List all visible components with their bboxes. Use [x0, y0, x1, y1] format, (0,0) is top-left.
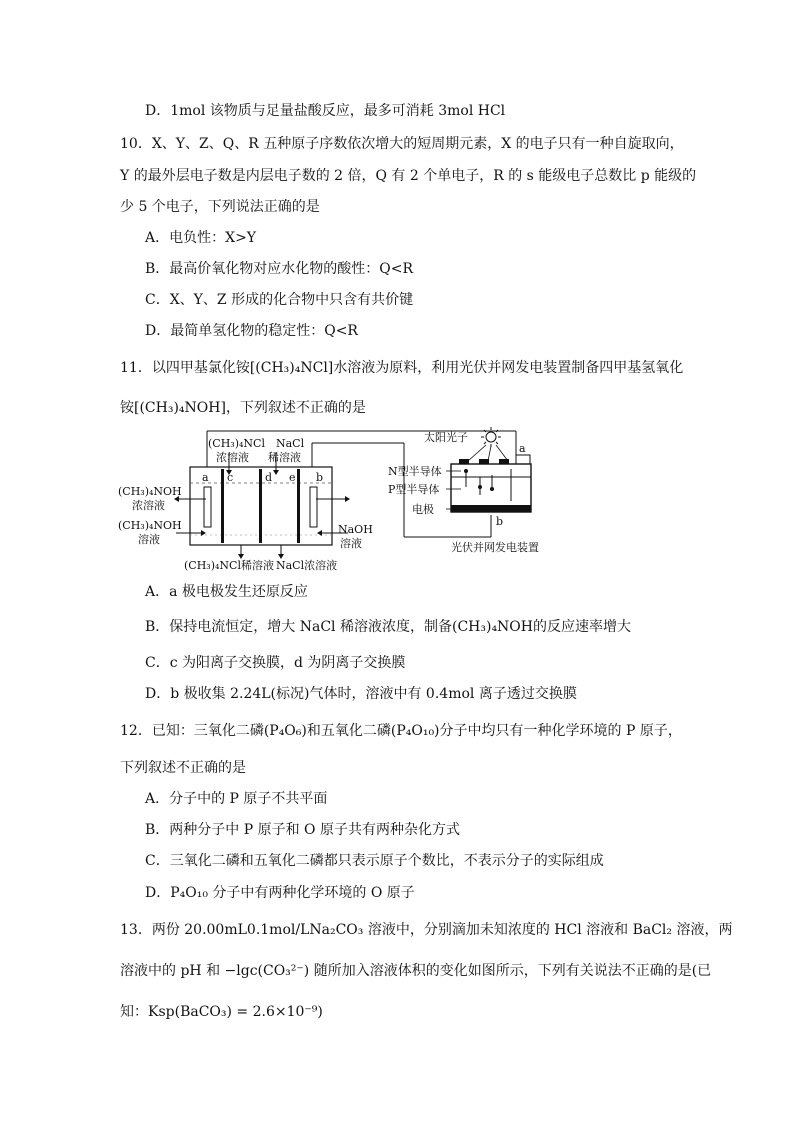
q10-stem-line1: 10．X、Y、Z、Q、R 五种原子序数依次增大的短周期元素，X 的电子只有一种自旋取向， — [120, 136, 684, 152]
sun-icon — [486, 432, 496, 442]
q12-option-b: B．两种分子中 P 原子和 O 原子共有两种杂化方式 — [145, 822, 460, 838]
label-membrane-e: e — [289, 471, 296, 484]
q11-option-b-formula: (CH₃)₄NOH — [451, 619, 533, 635]
label-electrode: 电极 — [412, 503, 434, 516]
q11-formula2: [(CH₃)₄NOH] — [134, 400, 226, 416]
q13-stem-line3: 知：Ksp(BaCO₃) = 2.6×10⁻⁹) — [120, 1004, 323, 1020]
q11-line1-pre: 11．以四甲基氯化铵 — [120, 360, 250, 376]
electrode-a — [204, 487, 211, 527]
label-electrode-b: b — [316, 471, 324, 484]
label-device-caption: 光伏并网发电装置 — [451, 541, 539, 554]
light-ray-3 — [496, 445, 508, 461]
label-left-2a: (CH₃)₄NOH — [118, 519, 182, 532]
membrane-d — [259, 469, 262, 543]
q9-option-d: D．1mol 该物质与足量盐酸反应，最多可消耗 3mol HCl — [145, 103, 506, 119]
light-ray-2 — [488, 446, 491, 461]
electrode-b — [310, 487, 317, 527]
q10-option-a: A．电负性：X>Y — [145, 230, 257, 246]
q11-line2-post: ，下列叙述不正确的是 — [225, 400, 366, 416]
label-bottom-left: (CH₃)₄NCl稀溶液 — [184, 559, 274, 572]
q13-stem-line2: 溶液中的 pH 和 −lgc(CO₃²⁻) 随所加入溶液体积的变化如图所示，下列有关说法不正确的是(已 — [120, 963, 712, 979]
label-membrane-c: c — [227, 471, 234, 484]
q11-formula1: [(CH₃)₄NCl] — [249, 360, 334, 376]
label-left-1b: 浓溶液 — [132, 499, 165, 512]
label-top-right-1: NaCl — [276, 437, 305, 450]
q13-stem-line1: 13．两份 20.00mL0.1mol/LNa₂CO₃ 溶液中，分别滴加未知浓度的 HCl 溶液和 BaCl₂ 溶液，两 — [120, 922, 733, 938]
q11-option-b-pre: B．保持电流恒定，增大 NaCl 稀溶液浓度，制备 — [145, 619, 452, 635]
label-n-type: N型半导体 — [388, 465, 442, 478]
light-ray-1 — [468, 445, 486, 461]
label-electrode-a: a — [202, 471, 209, 484]
label-p-type: P型半导体 — [388, 483, 440, 496]
q10-stem-line2: Y 的最外层电子数是内层电子数的 2 倍，Q 有 2 个单电子，R 的 s 能级电子总数比 p 能级的 — [120, 168, 697, 184]
q12-stem-line1: 12．已知：三氧化二磷(P₄O₆)和五氧化二磷(P₄O₁₀)分子中均只有一种化学环境的 P 原子， — [120, 723, 682, 739]
q12-option-a: A．分子中的 P 原子不共平面 — [145, 791, 328, 807]
label-top-right-2: 稀溶液 — [268, 451, 301, 464]
inlet-arrowhead-right — [273, 470, 279, 475]
q11-stem-line1 — [120, 358, 683, 378]
electrolysis-diagram — [116, 425, 676, 575]
q10-option-d: D．最简单氢化物的稳定性：Q<R — [145, 323, 358, 339]
q12-option-c: C．三氧化二磷和五氧化二磷都只表示原子个数比，不表示分子的实际组成 — [145, 853, 604, 869]
label-pv-a: a — [519, 442, 526, 455]
pv-bottom-electrode — [451, 505, 531, 512]
q11-option-b — [145, 617, 631, 637]
q10-option-b: B．最高价氧化物对应水化物的酸性：Q<R — [145, 261, 414, 277]
membrane-c — [221, 469, 224, 543]
q11-option-a: A．a 极电极发生还原反应 — [145, 584, 308, 600]
q11-option-d: D．b 极收集 2.24L(标况)气体时，溶液中有 0.4mol 离子透过交换膜 — [145, 686, 577, 702]
label-right-2: 溶液 — [340, 537, 362, 550]
label-bottom-right: NaCl浓溶液 — [276, 559, 338, 572]
q10-option-c: C．X、Y、Z 形成的化合物中只含有共价键 — [145, 292, 414, 308]
label-left-1a: (CH₃)₄NOH — [118, 485, 182, 498]
right-inflow-arrowhead — [317, 530, 322, 536]
q11-line1-post: 水溶液为原料，利用光伏并网发电装置制备四甲基氢氧化 — [333, 360, 684, 376]
q12-option-d: D．P₄O₁₀ 分子中有两种化学环境的 O 原子 — [145, 885, 415, 901]
label-right-1: NaOH — [338, 523, 373, 536]
membrane-e — [297, 469, 300, 543]
q11-option-b-post: 的反应速率增大 — [533, 619, 631, 635]
label-top-left-1: (CH₃)₄NCl — [208, 437, 265, 450]
q10-stem-line3: 少 5 个电子，下列说法正确的是 — [120, 199, 320, 215]
label-top-left-2: 浓溶液 — [216, 451, 249, 464]
label-membrane-d: d — [265, 471, 273, 484]
label-left-2b: 溶液 — [138, 533, 160, 546]
label-pv-b: b — [496, 515, 504, 528]
label-sun: 太阳光子 — [424, 431, 468, 444]
q12-stem-line2: 下列叙述不正确的是 — [120, 760, 246, 776]
q11-option-c: C．c 为阳离子交换膜，d 为阴离子交换膜 — [145, 655, 406, 671]
right-outflow-arrowhead — [345, 496, 350, 502]
q11-stem-line2 — [120, 398, 366, 418]
q11-line2-pre: 铵 — [120, 400, 134, 416]
